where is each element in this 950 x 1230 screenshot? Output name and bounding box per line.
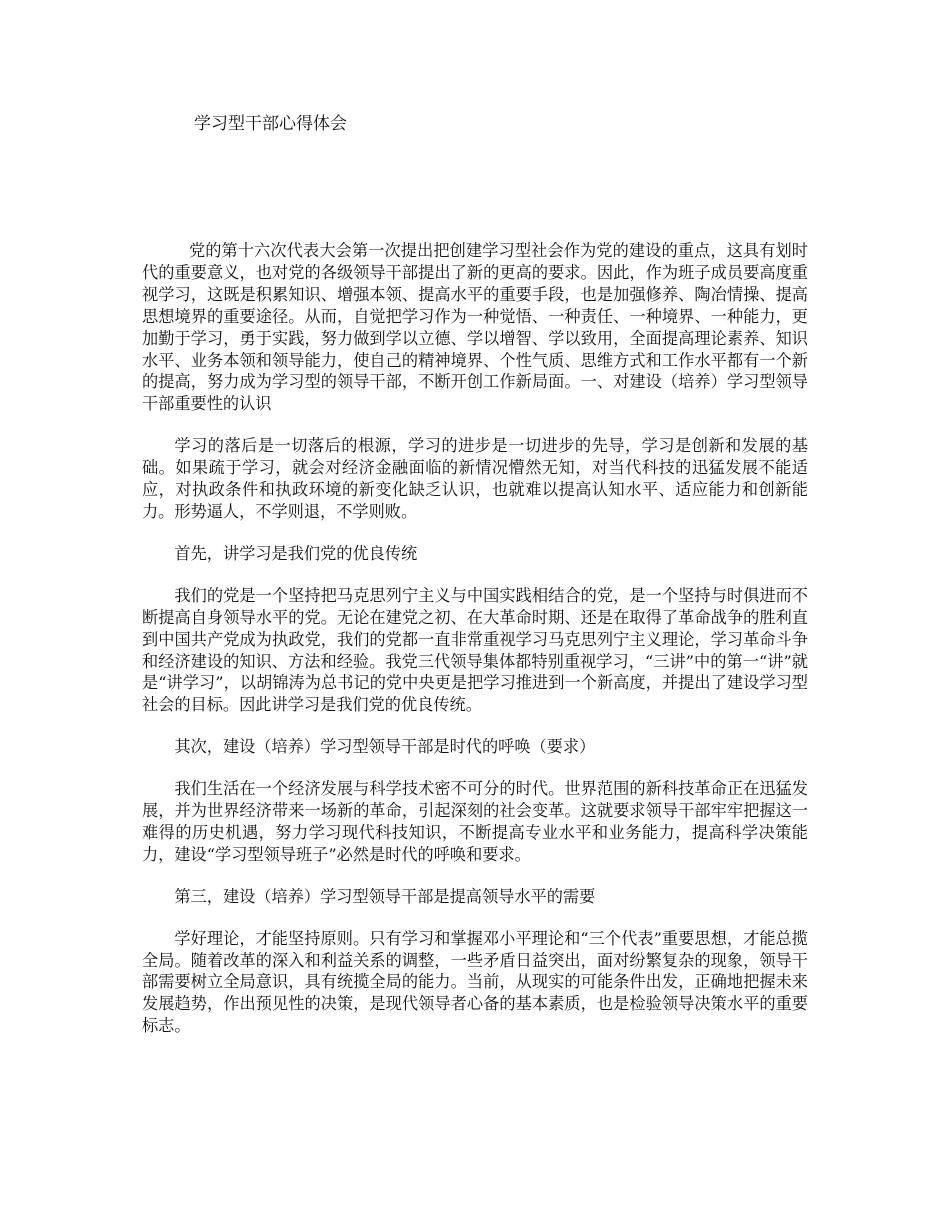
section-heading-tradition: 首先，讲学习是我们党的优良传统 bbox=[174, 543, 418, 563]
document-title: 学习型干部心得体会 bbox=[194, 114, 347, 134]
paragraph-learning-importance: 学习的落后是一切落后的根源，学习的进步是一切进步的先导，学习是创新和发展的基础。如果疏于学习，就会对经济金融面临的新情况懵然无知，对当代科技的迅猛发展不能适应，对执政条件和执政环境的新变化缺乏认识，也就难以提高认知水平、适应能力和创新能力。形势逼人，不学则退，不学则败。 bbox=[142, 436, 808, 521]
paragraph-intro: 党的第十六次代表大会第一次提出把创建学习型社会作为党的建设的重点，这具有划时代的重要意义，也对党的各级领导干部提出了新的更高的要求。因此，作为班子成员要高度重视学习，这既是积累知识、增强本领、提高水平的重要手段，也是加强修养、陶冶情操、提高思想境界的重要途径。从而，自觉把学习作为一种觉悟、一种责任、一种境界、一种能力，更加勤于学习，勇于实践，努力做到学以立德、学以增智、学以致用，全面提高理论素养、知识水平、业务本领和领导能力，使自己的精神境界、个性气质、思维方式和工作水平都有一个新的提高，努力成为学习型的领导干部，不断开创工作新局面。一、对建设（培养）学习型领导干部重要性的认识 bbox=[142, 241, 808, 414]
document-body bbox=[142, 240, 808, 1057]
paragraph-era-call: 我们生活在一个经济发展与科学技术密不可分的时代。世界范围的新科技革命正在迅猛发展，并为世界经济带来一场新的革命，引起深刻的社会变革。这就要求领导干部牢牢把握这一难得的历史机遇，努力学习现代科技知识，不断提高专业水平和业务能力，提高科学决策能力，建设“学习型领导班子”必然是时代的呼唤和要求。 bbox=[142, 779, 808, 864]
section-heading-era-call: 其次，建设（培养）学习型领导干部是时代的呼唤（要求） bbox=[174, 737, 596, 757]
section-heading-leadership: 第三，建设（培养）学习型领导干部是提高领导水平的需要 bbox=[174, 886, 596, 906]
paragraph-party-tradition: 我们的党是一个坚持把马克思列宁主义与中国实践相结合的党，是一个坚持与时俱进而不断提高自身领导水平的党。无论在建党之初、在大革命时期、还是在取得了革命战争的胜利直到中国共产党成为执政党，我们的党都一直非常重视学习马克思列宁主义理论，学习革命斗争和经济建设的知识、方法和经验。我党三代领导集体都特别重视学习，“三讲”中的第一“讲”就是“讲学习”，以胡锦涛为总书记的党中央更是把学习推进到一个新高度，并提出了建设学习型社会的目标。因此讲学习是我们党的优良传统。 bbox=[142, 585, 808, 715]
paragraph-leadership: 学好理论，才能坚持原则。只有学习和掌握邓小平理论和“三个代表”重要思想，才能总揽全局。随着改革的深入和利益关系的调整，一些矛盾日益突出，面对纷繁复杂的现象，领导干部需要树立全局意识，具有统揽全局的能力。当前，从现实的可能条件出发，正确地把握未来发展趋势，作出预见性的决策，是现代领导者心备的基本素质，也是检验领导决策水平的重要标志。 bbox=[142, 928, 808, 1036]
